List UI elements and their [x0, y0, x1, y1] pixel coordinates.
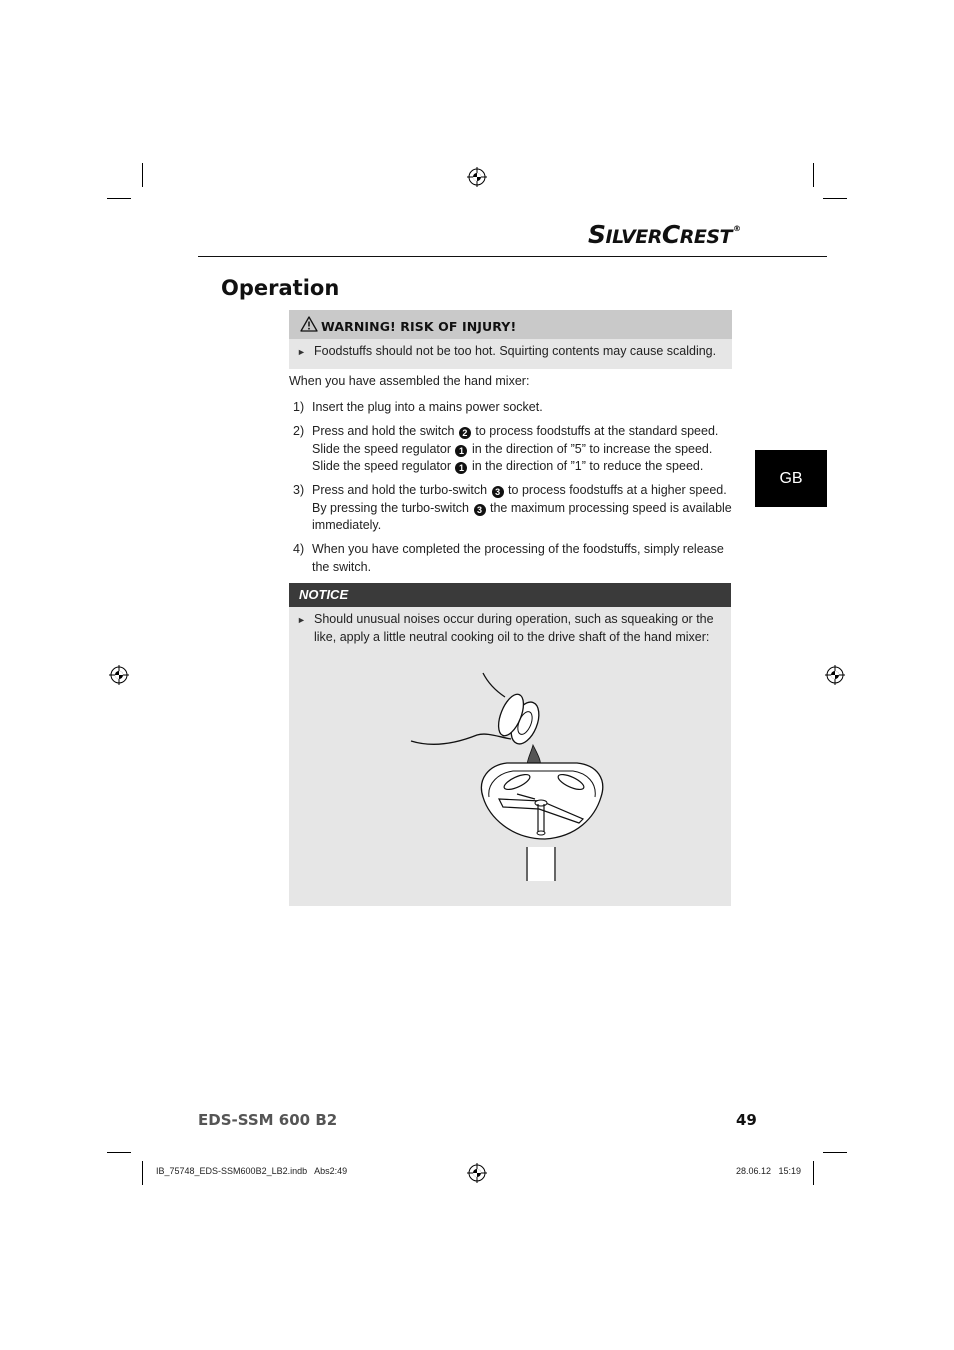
warning-text: Foodstuffs should not be too hot. Squirting contents may cause scalding. — [314, 344, 717, 358]
step-line: the switch. — [312, 559, 372, 574]
notice-text: Should unusual noises occur during operation, such as squeaking or the like, apply a little neutral cooking oil to the drive shaft of the hand mixer: — [314, 612, 714, 644]
step-number: 3) — [293, 483, 305, 497]
notice-header — [289, 583, 731, 607]
step-number: 2) — [293, 424, 305, 438]
warning-triangle-icon — [300, 316, 318, 332]
switch-ref-badge: 2 — [459, 427, 471, 439]
step-line: Slide the speed regulator 1 in the direction of ”5” to increase the speed. — [312, 441, 713, 456]
step-line: Press and hold the turbo-switch 3 to process foodstuffs at a higher speed. — [312, 483, 727, 497]
arrow-bullet-icon: ► — [297, 615, 306, 625]
registration-mark-icon: ® — [733, 224, 742, 233]
print-slug-file: IB_75748_EDS-SSM600B2_LB2.indb Abs2:49 — [156, 1166, 348, 1176]
crop-mark — [823, 1152, 847, 1153]
warning-body — [289, 339, 732, 369]
crop-mark — [142, 1161, 143, 1185]
warning-header — [289, 310, 732, 339]
crop-mark — [142, 163, 143, 187]
registration-mark-icon — [825, 665, 845, 685]
model-number: EDS-SSM 600 B2 — [198, 1111, 338, 1129]
registration-mark-icon — [109, 665, 129, 685]
registration-mark-icon — [467, 167, 487, 187]
step-line: immediately. — [312, 518, 382, 532]
step-line: Insert the plug into a mains power socket. — [312, 400, 543, 414]
notice-body — [289, 607, 731, 906]
page-number: 49 — [736, 1111, 757, 1129]
step-line: Slide the speed regulator 1 in the direction of ”1” to reduce the speed. — [312, 459, 704, 473]
crop-mark — [813, 1161, 814, 1185]
intro-text: When you have assembled the hand mixer: — [289, 374, 530, 388]
crop-mark — [823, 198, 847, 199]
step-number: 4) — [293, 542, 305, 556]
oil-drive-shaft-illustration — [407, 667, 617, 887]
turbo-ref-badge: 3 — [492, 486, 504, 498]
crop-mark — [107, 198, 131, 199]
print-slug-datetime: 28.06.12 15:19 — [736, 1166, 802, 1176]
step-line: When you have completed the processing of the foodstuffs, simply release — [312, 542, 724, 556]
registration-mark-icon — [467, 1163, 487, 1183]
step-number: 1) — [293, 400, 305, 414]
brand-logo: SILVERCREST® — [588, 220, 742, 249]
header-rule — [198, 256, 827, 257]
language-tab: GB — [755, 450, 827, 507]
arrow-bullet-icon: ► — [297, 347, 306, 357]
turbo-ref-badge: 3 — [474, 504, 486, 516]
step-line: Press and hold the switch 2 to process foodstuffs at the standard speed. — [312, 424, 719, 438]
regulator-ref-badge: 1 — [455, 462, 467, 474]
step-line: By pressing the turbo-switch 3 the maximum processing speed is available — [312, 500, 732, 515]
warning-title: WARNING! RISK OF INJURY! — [321, 319, 517, 334]
crop-mark — [107, 1152, 131, 1153]
regulator-ref-badge: 1 — [455, 445, 467, 457]
page-title: Operation — [221, 276, 340, 300]
crop-mark — [813, 163, 814, 187]
notice-title: NOTICE — [299, 587, 349, 602]
